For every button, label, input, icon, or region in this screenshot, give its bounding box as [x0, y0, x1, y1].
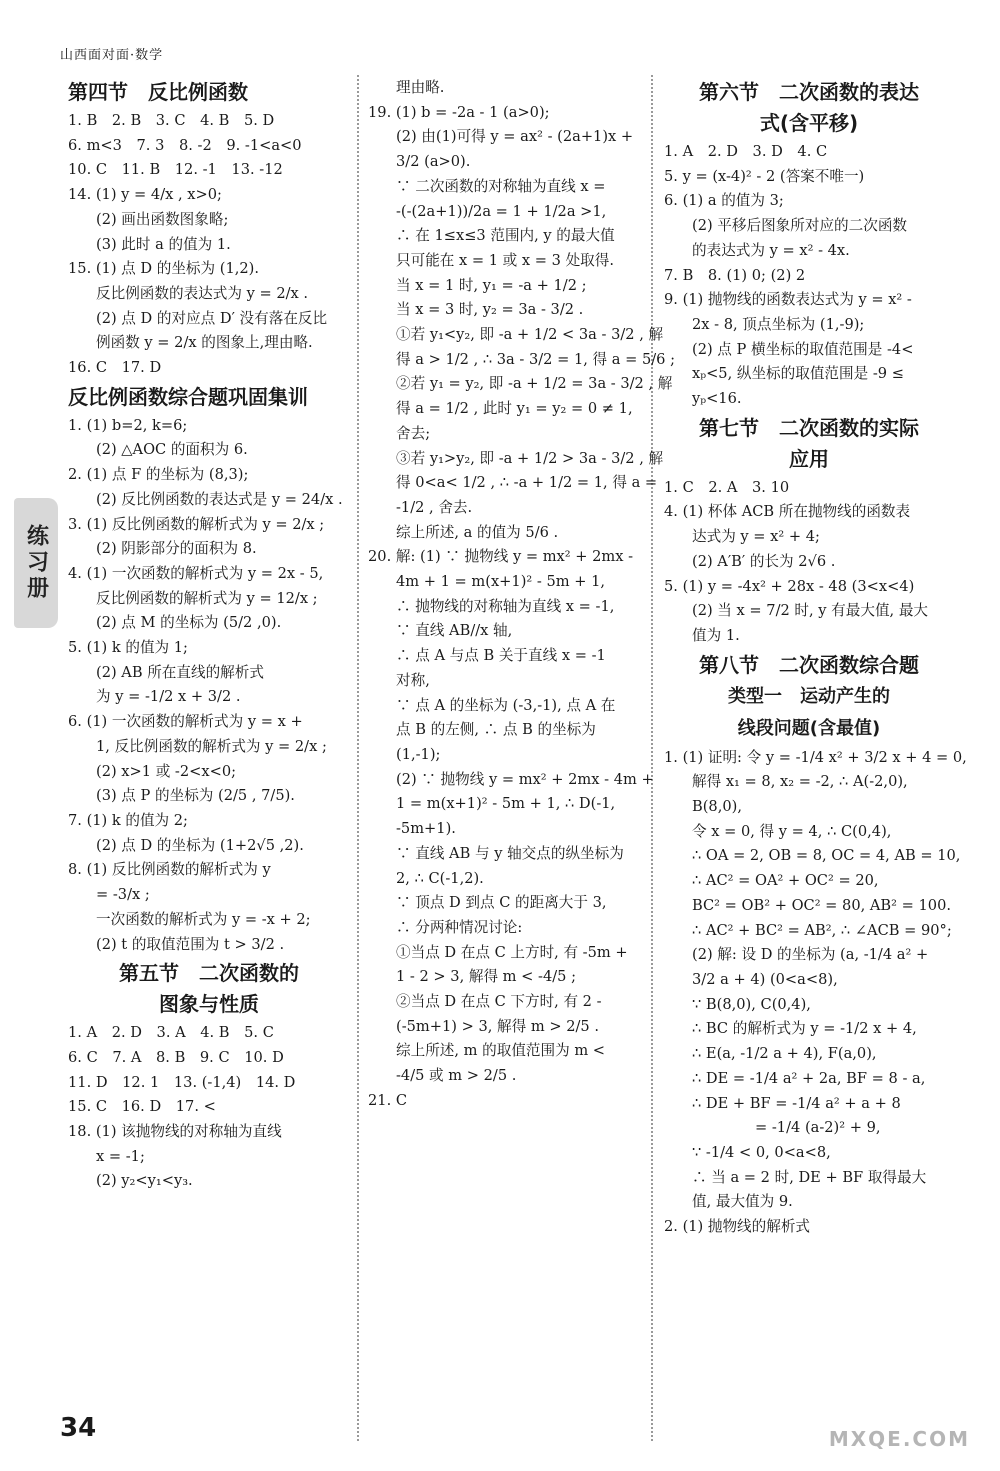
answer-item: 3. (1) 反比例函数的解析式为 y = 2/x ;: [68, 515, 325, 533]
answer-line: ∴ OA = 2, OB = 8, OC = 4, AB = 10,: [692, 847, 961, 865]
answer-line: (1,-1);: [396, 745, 441, 763]
workbook-side-tab: 练习册: [14, 498, 58, 628]
answer-line: ∴ AC² = OA² + OC² = 20,: [692, 872, 879, 890]
section-heading: 反比例函数综合题巩固集训: [68, 384, 308, 409]
answer-line: 例函数 y = 2/x 的图象上,理由略.: [96, 334, 313, 352]
running-header: 山西面对面·数学: [60, 48, 164, 63]
answer-item: 15. C 16. D 17. <: [68, 1098, 216, 1116]
section-heading: 应用: [789, 446, 829, 471]
answer-line: 1 - 2 > 3, 解得 m < -4/5 ;: [396, 968, 576, 986]
answer-line: 点 B 的左侧, ∴ 点 B 的坐标为: [396, 721, 596, 739]
answer-item: 9. (1) 抛物线的函数表达式为 y = x² -: [664, 291, 912, 309]
answer-line: 值为 1.: [692, 626, 740, 644]
answer-line: -5m+1).: [396, 820, 456, 838]
answer-line: ∴ 点 A 与点 B 关于直线 x = -1: [396, 647, 606, 665]
answer-line: (2) 当 x = 7/2 时, y 有最大值, 最大: [692, 602, 929, 620]
column-divider-right: [651, 75, 653, 1441]
answer-item: 11. D 12. 1 13. (-1,4) 14. D: [68, 1073, 296, 1091]
answer-line: = -3/x ;: [96, 886, 150, 904]
subsection-heading: 线段问题(含最值): [737, 717, 881, 739]
answer-line: 值, 最大值为 9.: [692, 1193, 793, 1211]
answer-line: ②当点 D 在点 C 下方时, 有 2 -: [396, 993, 602, 1011]
answer-line: 一次函数的解析式为 y = -x + 2;: [96, 910, 311, 928]
answer-line: (2) x>1 或 -2<x<0;: [96, 762, 237, 780]
answer-line: ∴ DE = -1/4 a² + 2a, BF = 8 - a,: [692, 1069, 926, 1087]
answer-item: 1. (1) b=2, k=6;: [68, 416, 188, 434]
section-heading: 图象与性质: [159, 992, 259, 1017]
answer-line: ①若 y₁<y₂, 即 -a + 1/2 < 3a - 3/2 , 解: [396, 326, 664, 344]
answer-line: ∵ -1/4 < 0, 0<a<8,: [692, 1143, 831, 1161]
answer-line: (2) 平移后图象所对应的二次函数: [692, 217, 908, 235]
answer-line: B(8,0),: [692, 798, 742, 816]
answer-line: -4/5 或 m > 2/5 .: [396, 1067, 517, 1085]
answer-line: xₚ<5, 纵坐标的取值范围是 -9 ≤: [692, 365, 904, 383]
section-heading: 第四节 反比例函数: [68, 80, 248, 104]
answer-line: ∵ 顶点 D 到点 C 的距离大于 3,: [396, 894, 607, 912]
answer-line: 3/2 a + 4) (0<a<8),: [692, 970, 838, 988]
answer-line: ∵ B(8,0), C(0,4),: [692, 995, 811, 1013]
answer-line: 反比例函数的解析式为 y = 12/x ;: [96, 589, 318, 607]
answer-line: x = -1;: [96, 1147, 145, 1165]
section-heading: 第八节 二次函数综合题: [699, 652, 919, 677]
answer-item: 2. (1) 点 F 的坐标为 (8,3);: [68, 466, 249, 484]
answer-line: ②若 y₁ = y₂, 即 -a + 1/2 = 3a - 3/2 , 解: [396, 375, 673, 393]
answer-line: 解得 x₁ = 8, x₂ = -2, ∴ A(-2,0),: [692, 773, 908, 791]
answer-line: 当 x = 1 时, y₁ = -a + 1/2 ;: [396, 276, 587, 294]
answer-line: 令 x = 0, 得 y = 4, ∴ C(0,4),: [692, 822, 892, 840]
section-heading: 式(含平移): [759, 111, 859, 135]
answer-line: 舍去;: [396, 424, 431, 442]
answer-line: 得 0<a< 1/2 , ∴ -a + 1/2 = 1, 得 a =: [396, 474, 658, 492]
answer-line: BC² = OB² + OC² = 80, AB² = 100.: [692, 896, 952, 914]
answer-line: yₚ<16.: [692, 390, 742, 408]
section-heading: 第六节 二次函数的表达: [699, 80, 919, 104]
answer-line: ∴ AC² + BC² = AB², ∴ ∠ACB = 90°;: [692, 921, 952, 939]
answer-line: (2) 由(1)可得 y = ax² - (2a+1)x +: [396, 128, 634, 146]
answer-item: 6. (1) 一次函数的解析式为 y = x +: [68, 713, 303, 731]
answer-line: (2) △AOC 的面积为 6.: [96, 441, 248, 459]
answer-item: 2. (1) 抛物线的解析式: [664, 1218, 811, 1236]
answer-item: 1. B 2. B 3. C 4. B 5. D: [68, 112, 275, 129]
answer-line: (2) A′B′ 的长为 2√6 .: [692, 552, 836, 570]
answer-line: 只可能在 x = 1 或 x = 3 处取得.: [396, 251, 614, 269]
answer-line: 2x - 8, 顶点坐标为 (1,-9);: [692, 315, 865, 333]
answer-line: (2) 点 M 的坐标为 (5/2 ,0).: [96, 614, 282, 632]
answer-line: (2) 阴影部分的面积为 8.: [96, 540, 257, 558]
subsection-heading: 类型一 运动产生的: [728, 685, 890, 707]
answer-column-left: [68, 76, 350, 1194]
answer-line: (-5m+1) > 3, 解得 m > 2/5 .: [396, 1017, 599, 1035]
answer-item: 6. m<3 7. 3 8. -2 9. -1<a<0: [68, 136, 302, 154]
answer-line: (2) t 的取值范围为 t > 3/2 .: [96, 935, 285, 953]
answer-line: ∵ 直线 AB 与 y 轴交点的纵坐标为: [396, 844, 624, 862]
answer-line: (2) 画出函数图象略;: [96, 210, 229, 228]
answer-item: 15. (1) 点 D 的坐标为 (1,2).: [68, 260, 259, 278]
answer-line: 得 a > 1/2 , ∴ 3a - 3/2 = 1, 得 a = 5/6 ;: [396, 350, 675, 368]
answer-line: 为 y = -1/2 x + 3/2 .: [96, 688, 241, 706]
answer-item: 1. (1) 证明: 令 y = -1/4 x² + 3/2 x + 4 = 0,: [664, 748, 967, 766]
answer-line: 对称,: [396, 671, 430, 689]
answer-item: 10. C 11. B 12. -1 13. -12: [68, 161, 283, 179]
answer-line: (3) 点 P 的坐标为 (2/5 , 7/5).: [96, 787, 295, 805]
answer-item: 21. C: [368, 1091, 408, 1109]
answer-line: 1, 反比例函数的解析式为 y = 2/x ;: [96, 737, 327, 755]
answer-line: ③若 y₁>y₂, 即 -a + 1/2 > 3a - 3/2 , 解: [396, 449, 664, 467]
answer-item: 6. C 7. A 8. B 9. C 10. D: [68, 1048, 284, 1066]
answer-line: 达式为 y = x² + 4;: [692, 528, 820, 546]
answer-line: (2) y₂<y₁<y₃.: [96, 1172, 193, 1190]
answer-item: 1. A 2. D 3. A 4. B 5. C: [68, 1024, 274, 1042]
answer-item: 1. C 2. A 3. 10: [664, 478, 790, 496]
answer-line: 得 a = 1/2 , 此时 y₁ = y₂ = 0 ≠ 1,: [396, 400, 633, 418]
answer-line: (2) 点 D 的对应点 D′ 没有落在反比: [96, 309, 328, 327]
answer-line: -(-(2a+1))/2a = 1 + 1/2a >1,: [396, 202, 607, 220]
answer-line: 4m + 1 = m(x+1)² - 5m + 1,: [396, 573, 606, 591]
answer-line: (2) 点 D 的坐标为 (1+2√5 ,2).: [96, 836, 304, 854]
section-heading: 第五节 二次函数的: [119, 961, 299, 986]
answer-line: 反比例函数的表达式为 y = 2/x .: [96, 284, 309, 302]
answer-line: 的表达式为 y = x² - 4x.: [692, 241, 850, 259]
answer-item: 4. (1) 杯体 ACB 所在抛物线的函数表: [664, 503, 911, 521]
answer-line: 3/2 (a>0).: [396, 153, 471, 171]
answer-item: 7. (1) k 的值为 2;: [68, 811, 188, 829]
answer-item: 19. (1) b = -2a - 1 (a>0);: [368, 103, 550, 121]
answer-column-right: [664, 76, 967, 1240]
answer-item: 14. (1) y = 4/x , x>0;: [68, 186, 222, 204]
section-heading: 第七节 二次函数的实际: [699, 415, 919, 440]
answer-line: (2) 反比例函数的表达式是 y = 24/x .: [96, 490, 343, 508]
answer-line: -1/2 , 舍去.: [396, 498, 473, 516]
page-number: 34: [60, 1413, 97, 1443]
answer-line: ∵ 直线 AB//x 轴,: [396, 622, 513, 640]
answer-line: ∵ 点 A 的坐标为 (-3,-1), 点 A 在: [396, 696, 616, 714]
answer-item: 18. (1) 该抛物线的对称轴为直线: [68, 1123, 282, 1141]
answer-item: 7. B 8. (1) 0; (2) 2: [664, 266, 806, 284]
answer-line: = -1/4 (a-2)² + 9,: [692, 1119, 881, 1137]
answer-line: 综上所述, a 的值为 5/6 .: [396, 523, 559, 541]
answer-line: ∴ DE + BF = -1/4 a² + a + 8: [692, 1094, 901, 1112]
answer-item: 1. A 2. D 3. D 4. C: [664, 143, 828, 160]
column-divider-left: [357, 75, 359, 1441]
answer-item: 6. (1) a 的值为 3;: [664, 192, 784, 210]
answer-line: (2) 解: 设 D 的坐标为 (a, -1/4 a² +: [692, 946, 929, 964]
answer-line: ∴ 分两种情况讨论:: [396, 918, 523, 936]
answer-line: 当 x = 3 时, y₂ = 3a - 3/2 .: [396, 301, 584, 319]
answer-column-middle: [368, 76, 675, 1114]
watermark: MXQE.COM: [828, 1427, 970, 1451]
answer-line: (2) AB 所在直线的解析式: [96, 663, 264, 681]
answer-item: 5. (1) k 的值为 1;: [68, 639, 188, 657]
answer-line: 综上所述, m 的取值范围为 m <: [396, 1042, 606, 1060]
answer-item: 20. 解: (1) ∵ 抛物线 y = mx² + 2mx -: [368, 548, 634, 566]
answer-line: 1 = m(x+1)² - 5m + 1, ∴ D(-1,: [396, 795, 616, 813]
answer-line: ∵ 二次函数的对称轴为直线 x =: [396, 177, 606, 195]
answer-item: 16. C 17. D: [68, 359, 162, 377]
answer-line: 2, ∴ C(-1,2).: [396, 869, 484, 887]
answer-line: (3) 此时 a 的值为 1.: [96, 235, 231, 253]
answer-item: 8. (1) 反比例函数的解析式为 y: [68, 861, 271, 879]
answer-item: 5. y = (x-4)² - 2 (答案不唯一): [664, 167, 865, 185]
answer-line: ∴ E(a, -1/2 a + 4), F(a,0),: [692, 1045, 877, 1063]
answer-item: 4. (1) 一次函数的解析式为 y = 2x - 5,: [68, 564, 324, 582]
answer-line: (2) 点 P 横坐标的取值范围是 -4<: [692, 340, 914, 358]
answer-line: ∴ 当 a = 2 时, DE + BF 取得最大: [692, 1168, 927, 1186]
answer-line: ∴ 抛物线的对称轴为直线 x = -1,: [396, 597, 615, 615]
answer-line: ∴ BC 的解析式为 y = -1/2 x + 4,: [692, 1020, 917, 1038]
answer-line: (2) ∵ 抛物线 y = mx² + 2mx - 4m +: [396, 770, 654, 788]
answer-line: ①当点 D 在点 C 上方时, 有 -5m +: [396, 943, 628, 961]
answer-line: 理由略.: [396, 79, 445, 96]
answer-item: 5. (1) y = -4x² + 28x - 48 (3<x<4): [664, 577, 915, 595]
answer-line: ∴ 在 1≤x≤3 范围内, y 的最大值: [396, 227, 615, 245]
